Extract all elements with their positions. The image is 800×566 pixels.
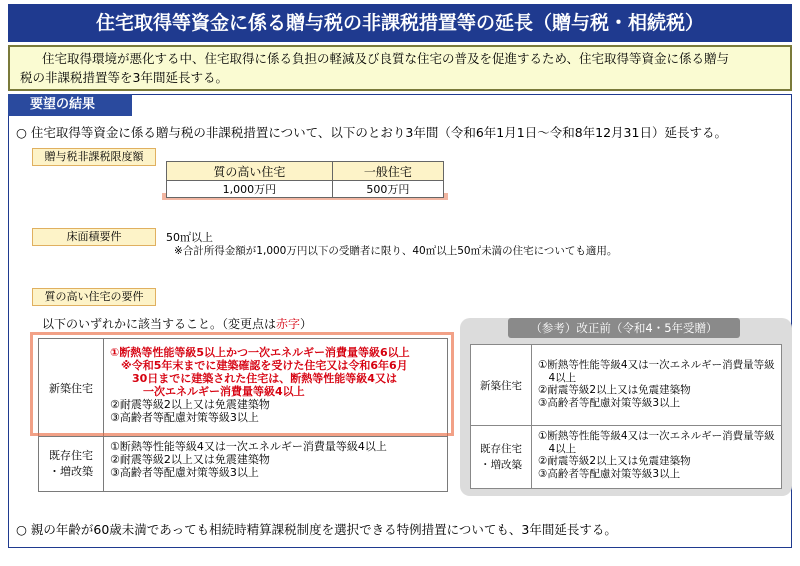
quality-note <box>42 315 312 332</box>
intro-box <box>8 45 792 91</box>
new-req-red-2: ※令和5年末までに建築確認を受けた住宅又は令和6年6月 <box>110 359 408 372</box>
ref-existing-req-3: ③高齢者等配慮対策等級3以上 <box>538 467 681 480</box>
existing-label-2: ・増改築 <box>49 465 93 478</box>
existing-req-1: ①断熱等性能等級4又は一次エネルギー消費量等級4以上 <box>110 440 387 453</box>
page-title: 住宅取得等資金に係る贈与税の非課税措置等の延長（贈与税・相続税） <box>8 4 792 42</box>
limit-label: 贈与税非課税限度額 <box>32 148 156 166</box>
ref-existing-req-1: ①断熱等性能等級4又は一次エネルギー消費量等級 <box>538 430 775 442</box>
ref-existing-label <box>471 426 532 489</box>
new-req-red-1: ①断熱等性能等級5以上かつ一次エネルギー消費量等級6以上 <box>110 346 410 359</box>
quality-note-prefix: 以下のいずれかに該当すること。（変更点は <box>42 317 277 331</box>
change-highlight-box <box>30 332 454 436</box>
quality-note-red: 赤字 <box>276 317 301 331</box>
result-tab: 要望の結果 <box>8 94 132 116</box>
intro-line-2: 税の非課税措置等を3年間延長する。 <box>20 70 228 85</box>
reference-title: （参考）改正前（令和4・5年受贈） <box>508 318 740 338</box>
limit-table <box>166 161 444 198</box>
limit-value-general: 500万円 <box>332 181 443 198</box>
limit-header-general: 一般住宅 <box>332 162 443 181</box>
ref-new-req-3: ③高齢者等配慮対策等級3以上 <box>538 396 681 409</box>
quality-note-suffix: ） <box>300 317 313 331</box>
ref-existing-req-1b: 4以上 <box>538 442 577 455</box>
bullet-extension: ○ 住宅取得等資金に係る贈与税の非課税措置について、以下のとおり3年間（令和6年1月1日～令和8年12月31日）延長する。 <box>16 125 727 140</box>
floor-text-1: 50㎡以上 <box>166 231 213 244</box>
ref-existing-req-2: ②耐震等級2以上又は免震建築物 <box>538 455 691 467</box>
new-req-red-3: 30日までに建築された住宅は、断熱等性能等級4又は <box>110 372 397 385</box>
new-housing-label: 新築住宅 <box>39 339 104 437</box>
ref-existing-label-1: 既存住宅 <box>480 443 522 455</box>
floor-label: 床面積要件 <box>32 228 156 246</box>
bullet-special-measure: ○ 親の年齢が60歳未満であっても相続時精算課税制度を選択できる特例措置についても、3年間延長する。 <box>16 522 617 537</box>
ref-new-requirements <box>532 345 782 426</box>
new-req-3: ③高齢者等配慮対策等級3以上 <box>110 411 259 424</box>
existing-housing-label <box>39 437 104 492</box>
ref-existing-label-2: ・増改築 <box>480 459 522 471</box>
limit-header-quality: 質の高い住宅 <box>167 162 333 181</box>
intro-line-1: 住宅取得環境が悪化する中、住宅取得に係る負担の軽減及び良質な住宅の普及を促進するため、住宅取得等資金に係る贈与 <box>42 51 730 66</box>
ref-new-req-1b: 4以上 <box>538 371 577 384</box>
ref-existing-requirements <box>532 426 782 489</box>
ref-new-req-1: ①断熱等性能等級4又は一次エネルギー消費量等級 <box>538 359 775 371</box>
limit-value-quality: 1,000万円 <box>167 181 333 198</box>
existing-housing-requirements <box>104 437 448 492</box>
new-req-red-4: 一次エネルギー消費量等級4以上 <box>110 385 305 398</box>
ref-new-req-2: ②耐震等級2以上又は免震建築物 <box>538 384 691 396</box>
existing-req-3: ③高齢者等配慮対策等級3以上 <box>110 466 259 479</box>
existing-label-1: 既存住宅 <box>49 449 93 462</box>
reference-table <box>470 344 782 489</box>
ref-new-label: 新築住宅 <box>471 345 532 426</box>
quality-label: 質の高い住宅の要件 <box>32 288 156 306</box>
existing-req-2: ②耐震等級2以上又は免震建築物 <box>110 453 270 466</box>
new-req-2: ②耐震等級2以上又は免震建築物 <box>110 398 270 411</box>
floor-text-2: ※合計所得金額が1,000万円以下の受贈者に限り、40㎡以上50㎡未満の住宅についても適用。 <box>174 245 618 257</box>
